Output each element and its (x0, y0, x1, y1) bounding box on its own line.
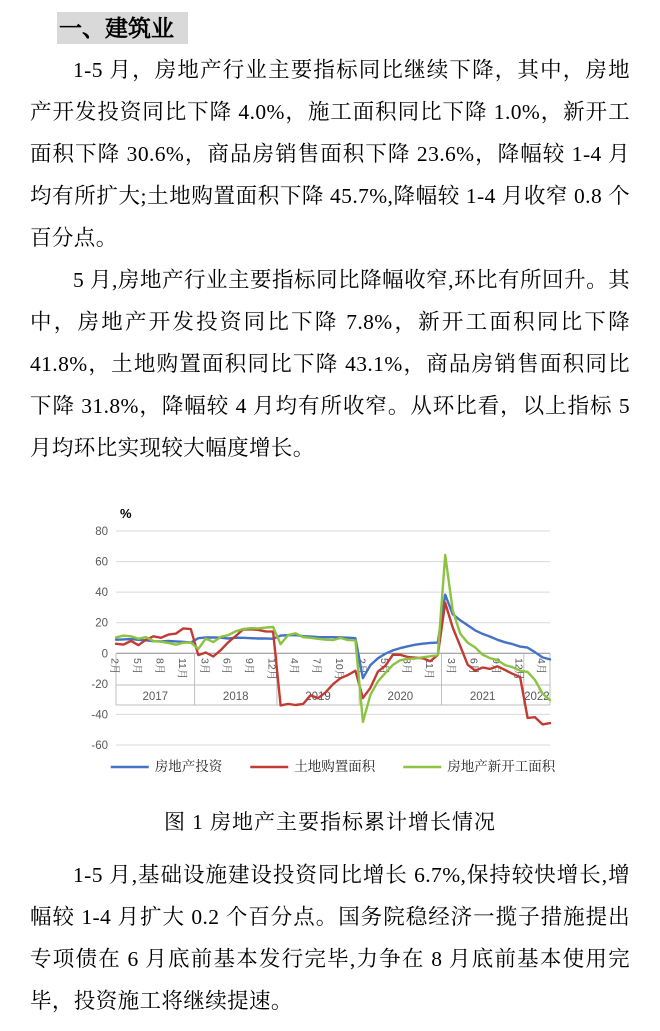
month-tick-label: 3月 (198, 658, 211, 675)
month-tick-label: 9月 (490, 658, 503, 675)
month-tick-label: 4月 (288, 658, 301, 675)
line-chart (80, 503, 640, 796)
paragraph-jan-may-overview: 1-5 月，房地产行业主要指标同比继续下降，其中，房地产开发投资同比下降 4.0%，施工面积同比下降 1.0%，新开工面积下降 30.6%，商品房销售面积下降 23.6%，降幅较 1-4 月均有所扩大;土地购置面积下降 45.7%,降幅较 1-4 月收窄 0.8 个百分点。 (30, 58, 630, 250)
year-group-label: 2018 (222, 691, 249, 703)
section-heading (57, 10, 630, 43)
paragraph-infrastructure: 1-5 月,基础设施建设投资同比增长 6.7%,保持较快增长,增幅较 1-4 月扩大 0.2 个百分点。国务院稳经济一揽子措施提出专项债在 6 月底前基本发行完毕,力争在 8 月底前基本使用完毕，投资施工将继续提速。 (30, 863, 630, 1013)
paragraph-may-detail: 5 月,房地产行业主要指标同比降幅收窄,环比有所回升。其中，房地产开发投资同比下降 7.8%，新开工面积同比下降 41.8%，土地购置面积同比下降 43.1%，商品房销售面积同比下降 31.8%，降幅较 4 月均有所收窄。从环比看，以上指标 5 月均环比实现较大幅度增长。 (30, 268, 630, 460)
month-tick-label: 5月 (377, 658, 390, 675)
y-axis-unit-label: % (120, 506, 132, 521)
figure-caption: 图 1 房地产主要指标累计增长情况 (164, 810, 496, 834)
month-tick-label: 11月 (175, 658, 188, 680)
month-tick-label: 2月 (108, 658, 121, 675)
figure-1 (30, 503, 630, 836)
month-tick-label: 5月 (130, 658, 143, 675)
month-tick-label: 3月 (445, 658, 458, 675)
y-tick-label: 0 (101, 648, 108, 661)
legend-label-房地产投资: 房地产投资 (154, 759, 223, 774)
y-tick-label: -20 (91, 678, 108, 691)
y-axis-tick-labels (91, 526, 108, 752)
year-group-label: 2022 (524, 691, 550, 703)
month-tick-label: 4月 (535, 658, 548, 675)
year-group-label: 2019 (305, 691, 331, 703)
y-tick-label: 20 (95, 617, 108, 630)
month-tick-label: 6月 (220, 658, 233, 675)
month-tick-label: 9月 (243, 658, 256, 675)
month-tick-label: 10月 (332, 658, 345, 681)
year-group-label: 2017 (142, 691, 169, 703)
year-group-label: 2020 (387, 691, 414, 703)
month-tick-label: 12月 (265, 658, 278, 681)
y-tick-label: 80 (95, 526, 108, 538)
y-tick-label: -60 (91, 740, 108, 752)
chart-legend (111, 758, 556, 774)
real-estate-indicators-chart (80, 503, 640, 791)
month-tick-label: 11月 (422, 658, 435, 680)
y-tick-label: 60 (95, 556, 108, 569)
month-tick-label: 7月 (310, 658, 323, 675)
month-tick-label: 8月 (153, 658, 166, 675)
month-tick-label: 2月 (355, 658, 368, 675)
month-tick-label: 8月 (400, 658, 413, 675)
y-tick-label: 40 (95, 587, 108, 600)
month-tick-label: 12月 (512, 658, 525, 681)
section-heading-text: 一、建筑业 (57, 12, 188, 44)
year-group-label: 2021 (469, 691, 496, 703)
legend-label-房地产新开工面积: 房地产新开工面积 (447, 759, 556, 774)
y-tick-label: -40 (91, 709, 108, 722)
legend-label-土地购置面积: 土地购置面积 (294, 759, 376, 774)
month-tick-label: 6月 (467, 658, 480, 675)
